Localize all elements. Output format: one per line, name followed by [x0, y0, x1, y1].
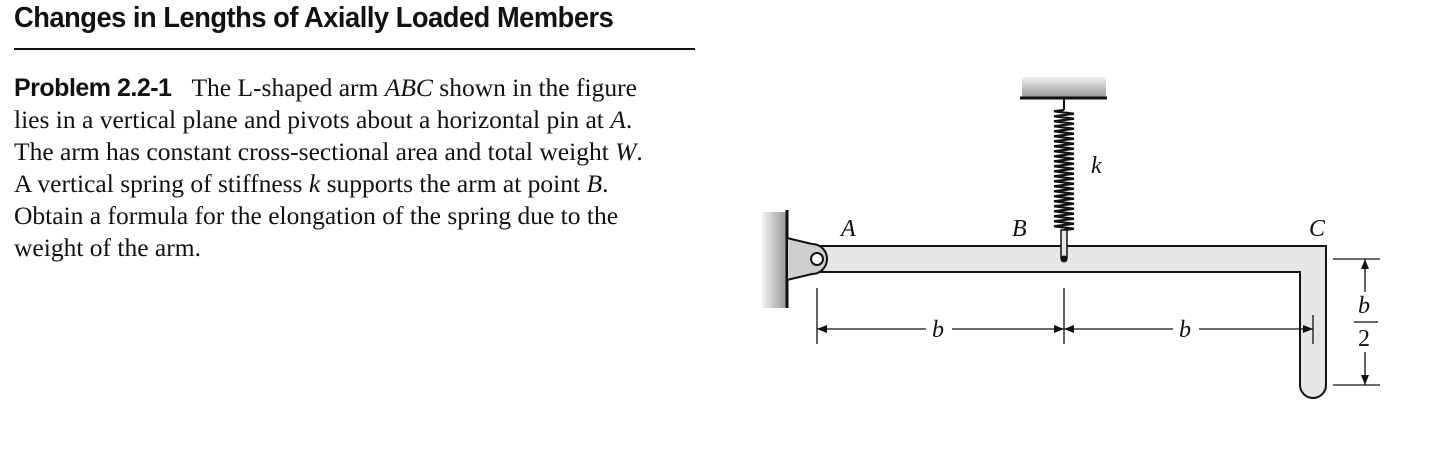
spring — [1054, 98, 1074, 258]
problem-line-1: Problem 2.2-1 The L-shaped arm ABC shown in the figure — [14, 73, 637, 102]
label-c: C — [1309, 216, 1326, 242]
pin-b — [1061, 256, 1068, 263]
dim-label-ab: b — [932, 317, 944, 343]
l-shaped-arm — [812, 246, 1326, 398]
problem-line-4: A vertical spring of stiffness k supports the arm at point B. — [14, 169, 609, 198]
label-k: k — [1091, 153, 1102, 179]
label-b: B — [1012, 216, 1027, 242]
ceiling-support — [1020, 77, 1107, 98]
vertical-dimension — [1333, 259, 1380, 385]
dim-label-bc: b — [1179, 317, 1191, 343]
wall-support — [762, 210, 787, 308]
dim-label-vertical-denominator: 2 — [1358, 326, 1370, 352]
problem-line-3: The arm has constant cross-sectional area and total weight W. — [14, 137, 643, 166]
dim-label-vertical-numerator: b — [1358, 293, 1370, 319]
problem-line-2: lies in a vertical plane and pivots about a horizontal pin at A. — [14, 105, 633, 134]
problem-number: Problem 2.2-1 — [14, 74, 172, 102]
problem-line-5: Obtain a formula for the elongation of the spring due to the — [14, 201, 619, 230]
horizontal-dimensions — [817, 288, 1313, 344]
problem-line-6: weight of the arm. — [14, 233, 201, 262]
label-a: A — [841, 216, 856, 242]
section-title: Changes in Lengths of Axially Loaded Members — [14, 2, 614, 34]
pin-support-a — [787, 238, 827, 280]
